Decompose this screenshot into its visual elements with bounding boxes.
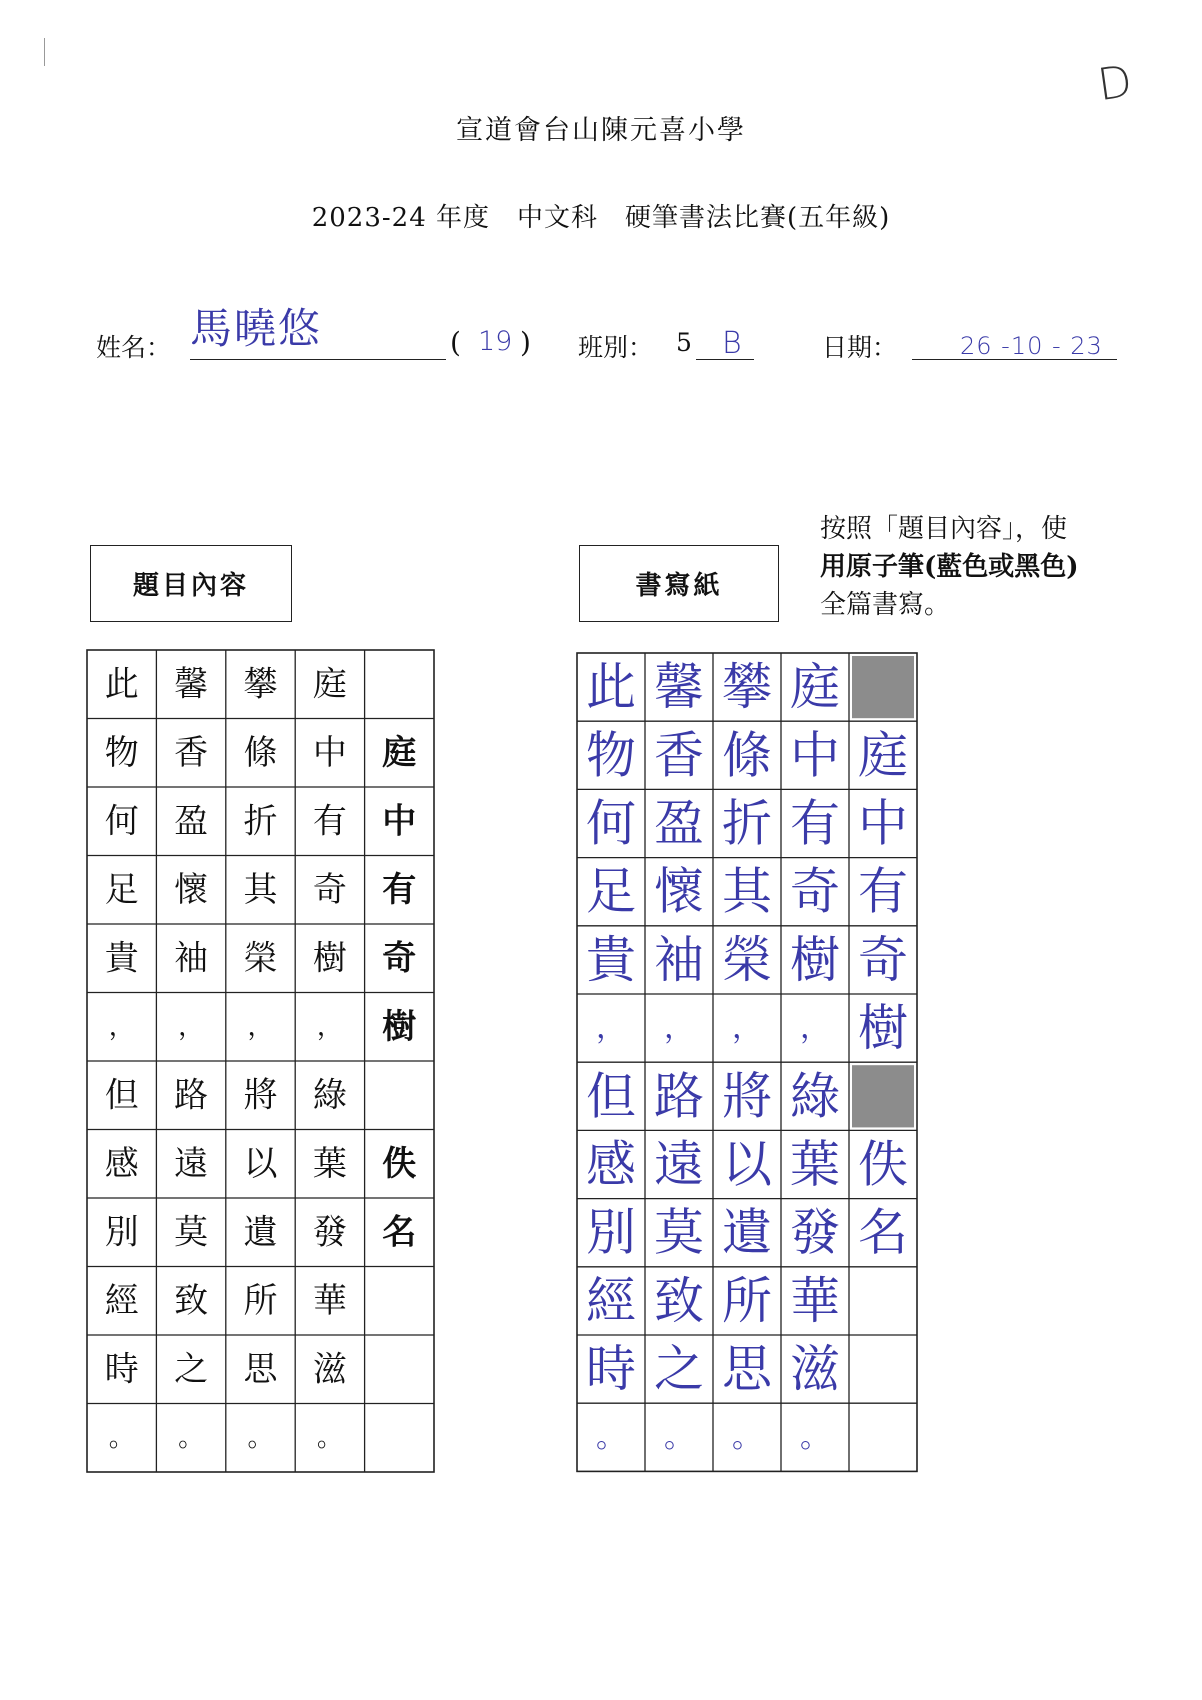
writing-grid-char: 遺	[722, 1203, 772, 1262]
topic-grid-char: 致	[174, 1280, 209, 1321]
writing-grid-char: 時	[586, 1340, 636, 1399]
instructions-line-2: 用原子筆(藍色或黑色)	[820, 552, 1079, 582]
topic-grid-char: 綠	[312, 1075, 347, 1116]
topic-grid-char: 其	[243, 869, 278, 910]
topic-grid-char: 思	[243, 1349, 278, 1390]
writing-grid-char: 所	[722, 1271, 772, 1330]
topic-grid-char: 感	[104, 1143, 139, 1184]
writing-grid-char: 貴	[586, 930, 636, 989]
topic-grid-char: 何	[104, 801, 139, 842]
writing-grid-char: 樹	[790, 930, 840, 989]
writing-grid-char: 香	[654, 726, 704, 785]
writing-grid-char: ，	[800, 1010, 830, 1046]
topic-grid-char: ，	[178, 1011, 205, 1042]
topic-grid-char: 發	[312, 1212, 347, 1253]
topic-grid-char: 所	[243, 1280, 278, 1321]
topic-grid-char: 物	[104, 732, 139, 773]
topic-grid-char: 庭	[312, 664, 347, 705]
writing-grid-char: 庭	[790, 658, 840, 717]
writing-grid-char: 奇	[790, 862, 840, 921]
student-name: 馬曉悠	[190, 304, 323, 353]
topic-grid-char: 時	[104, 1349, 139, 1390]
topic-grid-char: 經	[104, 1280, 139, 1321]
writing-grid-char: 馨	[654, 658, 704, 717]
writing-grid-char: 綠	[790, 1067, 840, 1126]
topic-grid-char: 奇	[312, 869, 347, 910]
topic-grid-char: 馨	[174, 664, 209, 705]
name-label: 姓名：	[96, 333, 172, 362]
topic-grid-char: 中	[382, 801, 417, 842]
school-name: 宣道會台山陳元喜小學	[456, 115, 746, 146]
writing-grid-char: ，	[596, 1010, 626, 1046]
writing-grid-char: 。	[732, 1419, 762, 1455]
seat-open-paren: (	[450, 326, 461, 359]
topic-grid-char: 但	[104, 1075, 139, 1116]
topic-grid-char: 名	[382, 1212, 417, 1253]
writing-box-label: 書寫紙	[579, 545, 779, 622]
writing-grid-char: 榮	[722, 930, 772, 989]
topic-grid-char: 樹	[312, 938, 347, 979]
writing-grid-char: 有	[858, 862, 908, 921]
writing-grid-char: 但	[586, 1067, 636, 1126]
instructions-line-1: 按照「題目內容」，使	[820, 514, 1068, 544]
writing-grid-char: ，	[732, 1010, 762, 1046]
class-prefix: 5	[676, 328, 692, 357]
writing-grid-char: 樹	[858, 999, 908, 1058]
topic-grid-char: 。	[178, 1422, 205, 1453]
topic-grid-char: 盈	[174, 801, 209, 842]
writing-grid-char: 將	[722, 1067, 772, 1126]
topic-grid-char: 有	[312, 801, 347, 842]
topic-grid-char: 中	[312, 732, 347, 773]
grade-mark: D	[1094, 55, 1136, 112]
topic-grid-char: 有	[382, 869, 417, 910]
class-label: 班別：	[578, 333, 654, 362]
topic-grid-char: 滋	[312, 1349, 347, 1390]
topic-grid-char: 葉	[312, 1143, 347, 1184]
writing-grid-char: 致	[654, 1271, 704, 1330]
topic-grid-char: 路	[174, 1075, 209, 1116]
writing-grid-shaded-cell	[852, 1065, 914, 1127]
topic-grid-char: ，	[108, 1011, 135, 1042]
topic-grid-char: 將	[243, 1075, 278, 1116]
date-label: 日期：	[822, 333, 898, 362]
seat-number: 19	[478, 326, 513, 357]
writing-grid-char: 物	[586, 726, 636, 785]
topic-grid-char: 庭	[382, 732, 417, 773]
writing-grid-char: 路	[654, 1067, 704, 1126]
writing-grid-char: 庭	[858, 726, 908, 785]
writing-grid-char: 佚	[858, 1135, 908, 1194]
topic-grid-char: 折	[243, 801, 278, 842]
topic-grid-char: 攀	[243, 664, 278, 705]
writing-grid-char: 。	[664, 1419, 694, 1455]
writing-grid-char: 中	[858, 794, 908, 853]
writing-grid-char: 之	[654, 1340, 704, 1399]
topic-grid-char: 以	[243, 1143, 278, 1184]
writing-grid-char: 華	[790, 1271, 840, 1330]
topic-grid-char: 遺	[243, 1212, 278, 1253]
writing-grid-char: 感	[586, 1135, 636, 1194]
topic-grid-char: 貴	[104, 938, 139, 979]
writing-grid-char: 此	[586, 658, 636, 717]
writing-grid-char: 名	[858, 1203, 908, 1262]
writing-grid-char: 足	[586, 862, 636, 921]
topic-grid-char: 莫	[174, 1212, 209, 1253]
writing-grid-char: 懷	[654, 862, 704, 921]
seat-close-paren: )	[520, 326, 531, 359]
writing-grid-char: 折	[722, 794, 772, 853]
topic-grid-char: 此	[104, 664, 139, 705]
writing-grid-char: 別	[586, 1203, 636, 1262]
topic-grid-char: 條	[243, 732, 278, 773]
topic-grid-char: ，	[247, 1011, 274, 1042]
topic-grid-char: 。	[316, 1422, 343, 1453]
writing-grid-char: 思	[722, 1340, 772, 1399]
topic-grid-char: 別	[104, 1212, 139, 1253]
writing-grid-char: 葉	[790, 1135, 840, 1194]
writing-grid-char: 莫	[654, 1203, 704, 1262]
writing-grid-char: ，	[664, 1010, 694, 1046]
topic-grid-char: 。	[108, 1422, 135, 1453]
writing-grid-char: 其	[722, 862, 772, 921]
date-value: 26 -10 - 23	[960, 332, 1103, 360]
writing-grid-char: 條	[722, 726, 772, 785]
topic-grid-char: 懷	[174, 869, 209, 910]
writing-grid-char: 袖	[654, 930, 704, 989]
topic-grid-char: 。	[247, 1422, 274, 1453]
topic-grid-char: 佚	[382, 1143, 417, 1184]
writing-grid-char: 以	[722, 1135, 772, 1194]
topic-grid-char: 袖	[174, 938, 209, 979]
topic-box-label: 題目內容	[90, 545, 292, 622]
topic-grid-char: 華	[312, 1280, 347, 1321]
writing-grid-char: 奇	[858, 930, 908, 989]
writing-grid-char: 有	[790, 794, 840, 853]
topic-grid-char: 之	[174, 1349, 209, 1390]
writing-grid-char: 發	[790, 1203, 840, 1262]
writing-grid-char: 滋	[790, 1340, 840, 1399]
class-value: B	[722, 326, 742, 361]
instructions-line-3: 全篇書寫。	[820, 590, 951, 620]
writing-grid-char: 。	[596, 1419, 626, 1455]
topic-grid-char: 香	[174, 732, 209, 773]
topic-grid-char: 足	[104, 869, 139, 910]
writing-grid-char: 中	[790, 726, 840, 785]
topic-grid-char: 遠	[174, 1143, 209, 1184]
writing-grid-char: 經	[586, 1271, 636, 1330]
writing-grid-char: 遠	[654, 1135, 704, 1194]
topic-grid-char: 奇	[382, 938, 417, 979]
topic-grid-char: ，	[316, 1011, 343, 1042]
writing-grid-char: 盈	[654, 794, 704, 853]
topic-grid-char: 樹	[382, 1006, 417, 1047]
writing-grid-char: 。	[800, 1419, 830, 1455]
writing-grid-char: 攀	[722, 658, 772, 717]
writing-grid-shaded-cell	[852, 656, 914, 718]
competition-title: 2023-24 年度 中文科 硬筆書法比賽(五年級)	[311, 203, 891, 233]
writing-grid-char: 何	[586, 794, 636, 853]
topic-grid-char: 榮	[243, 938, 278, 979]
